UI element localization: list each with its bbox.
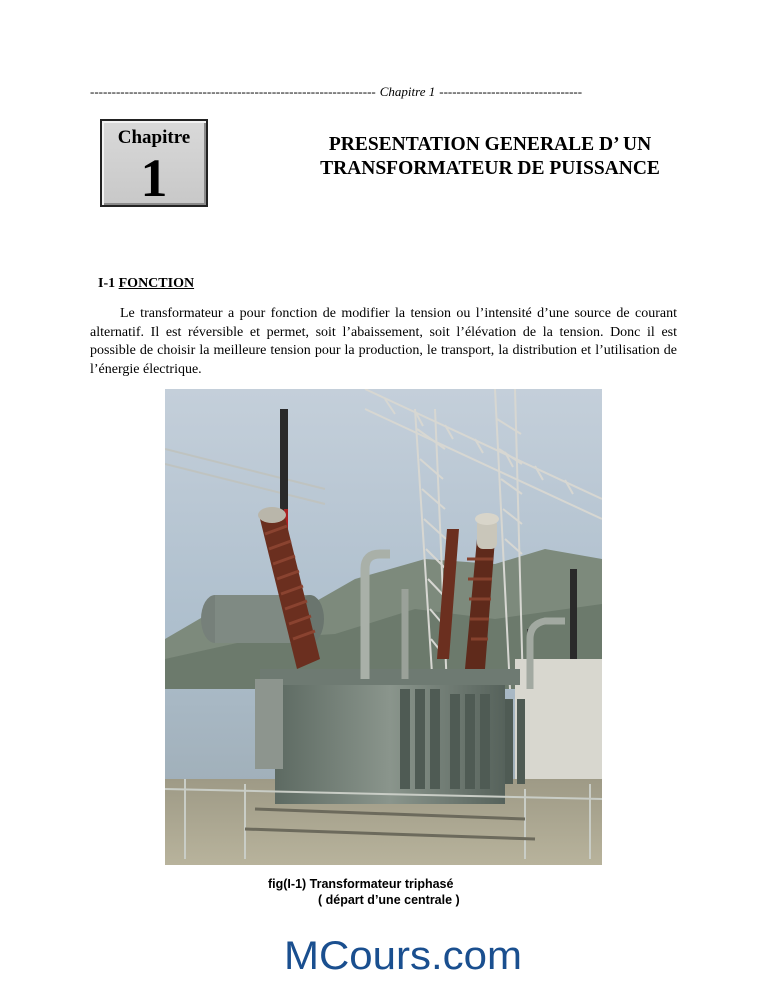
figure-caption-line2: ( départ d’une centrale )	[318, 893, 460, 907]
chapter-box	[100, 119, 208, 207]
header-chapter-label: Chapitre 1	[379, 84, 436, 99]
section-heading	[98, 276, 194, 292]
figure-caption-line1: fig(I-1) Transformateur triphasé	[268, 877, 454, 891]
section-number: I-1	[98, 276, 116, 291]
header-dashes-right: ---------------------------------	[439, 84, 583, 99]
section-paragraph: Le transformateur a pour fonction de modifier la tension ou l’intensité d’une source de courant alternatif. Il est réversible et permet, soit l’abaissement, soit l’élévation de la tension. Donc il est possible de choisir la meilleure tension pour la production, le transport, la distribution et l’utilisation de l’énergie électrique.	[90, 306, 677, 377]
mcours-watermark-logo[interactable]	[284, 932, 524, 976]
page-title-line1: PRESENTATION GENERALE D’ UN	[328, 134, 652, 155]
section-heading-text: FONCTION	[118, 276, 195, 291]
transformer-photo	[165, 389, 602, 865]
chapter-box-number: 1	[140, 148, 168, 208]
chapter-box-label: Chapitre	[117, 127, 191, 148]
running-header	[90, 84, 680, 100]
page-title-line2: TRANSFORMATEUR DE PUISSANCE	[320, 158, 660, 179]
svg-text:MCours.com: MCours.com	[284, 934, 522, 976]
header-dashes-left: ------------------------------------------------------------------	[90, 84, 376, 99]
page-title	[290, 133, 690, 181]
figure-caption	[268, 876, 460, 908]
